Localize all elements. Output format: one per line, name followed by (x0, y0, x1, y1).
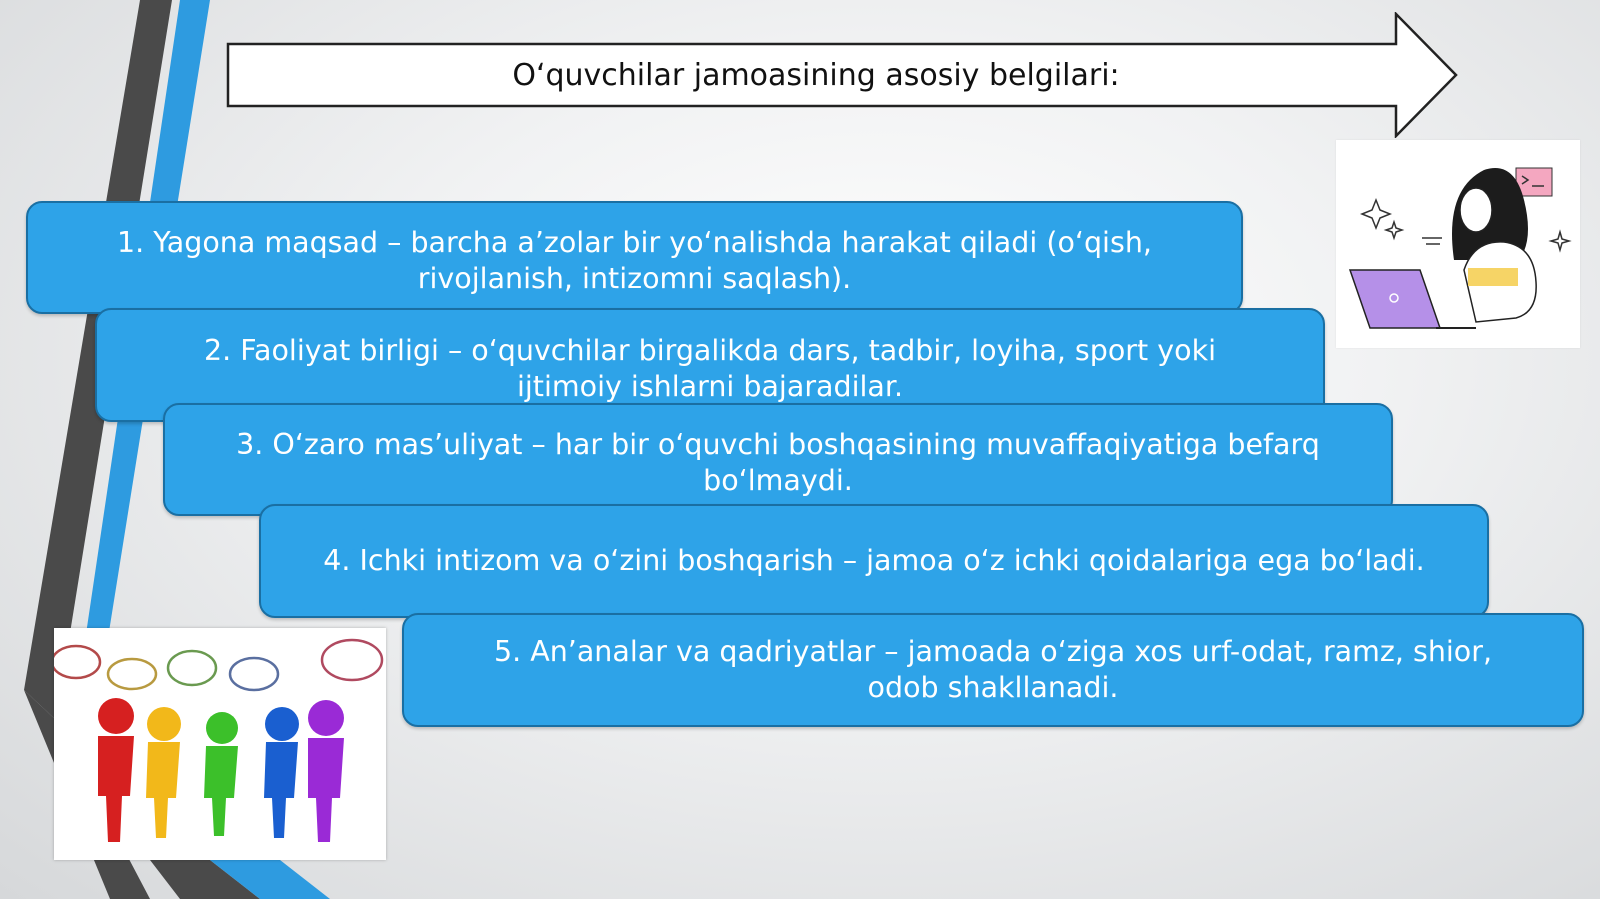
list-item-3-text: 3. O‘zaro mas’uliyat – har bir o‘quvchi boshqasining muvaffaqiyatiga befarq bo‘lmaydi. (236, 428, 1320, 497)
list-item-2-text: 2. Faoliyat birligi – o‘quvchilar birgalikda dars, tadbir, loyiha, sport yoki ijtimoiy ishlarni bajaradilar. (204, 334, 1216, 403)
people-speech-bubbles-illustration (54, 628, 386, 860)
list-item-5-text: 5. An’analar va qadriyatlar – jamoada o‘ziga xos urf-odat, ramz, shior, odob shakllanadi. (493, 635, 1493, 704)
list-item-3 (163, 403, 1393, 516)
list-item-5 (402, 613, 1584, 727)
list-item-4 (259, 504, 1489, 618)
slide-title: O‘quvchilar jamoasining asosiy belgilari: (512, 57, 1120, 93)
list-item-4-text: 4. Ichki intizom va o‘zini boshqarish – jamoa o‘z ichki qoidalariga ega bo‘ladi. (323, 544, 1425, 577)
list-item-1-text: 1. Yagona maqsad – barcha a’zolar bir yo‘nalishda harakat qiladi (o‘qish, rivojlanish, intizomni saqlash). (117, 226, 1152, 295)
list-item-1 (26, 201, 1243, 314)
woman-laptop-illustration (1336, 140, 1580, 348)
